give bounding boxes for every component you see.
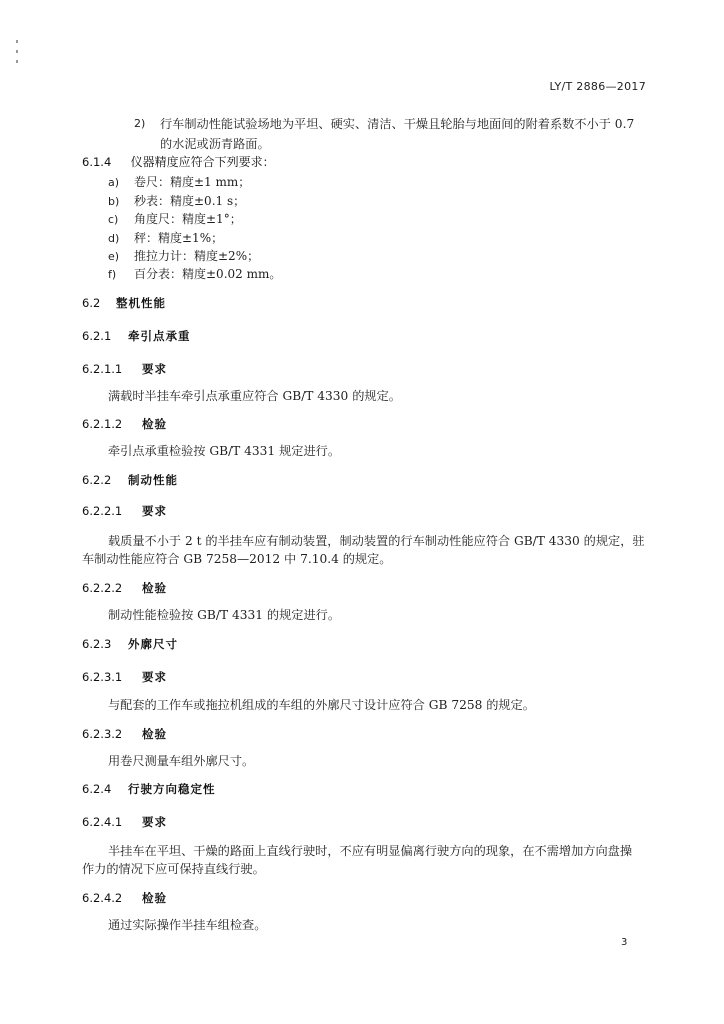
binding-mark xyxy=(16,50,18,53)
list-item xyxy=(108,193,245,210)
list-text: 秤：精度±1%； xyxy=(134,231,224,245)
list-item xyxy=(108,266,281,283)
page-number: 3 xyxy=(621,937,628,948)
paragraph: 与配套的工作车或拖拉机组成的车组的外廓尺寸设计应符合 GB 7258 的规定。 xyxy=(108,698,535,712)
section-title: 检验 xyxy=(142,727,167,741)
list-item xyxy=(108,230,223,247)
section-number: 6.2.1.2 xyxy=(82,417,123,431)
section-number: 6.2.1.1 xyxy=(82,362,123,376)
section-title: 外廓尺寸 xyxy=(128,637,178,651)
list-item-marker: 2) xyxy=(134,117,146,130)
section-number: 6.2.4.2 xyxy=(82,891,123,905)
section-title: 行驶方向稳定性 xyxy=(128,782,216,796)
section-number: 6.2.3 xyxy=(82,637,112,651)
paragraph: 牵引点承重检验按 GB/T 4331 规定进行。 xyxy=(108,444,341,458)
section-heading-6-2-4 xyxy=(82,781,216,797)
list-text: 卷尺：精度±1 mm； xyxy=(134,175,251,189)
list-item xyxy=(108,211,242,228)
section-title: 检验 xyxy=(142,581,167,595)
section-number: 6.2.3.2 xyxy=(82,727,123,741)
paragraph: 制动性能检验按 GB/T 4331 的规定进行。 xyxy=(108,608,341,622)
section-heading-6-2-3-2 xyxy=(82,726,167,742)
section-heading-6-2-1-2 xyxy=(82,416,167,432)
section-title: 检验 xyxy=(142,891,167,905)
intro-item-text-continued: 的水泥或沥青路面。 xyxy=(160,137,270,151)
binding-mark xyxy=(16,40,18,43)
section-title: 要求 xyxy=(142,362,167,376)
list-marker: b) xyxy=(108,195,120,208)
list-marker: a) xyxy=(108,176,120,189)
section-number: 6.2.2.1 xyxy=(82,504,123,518)
section-heading-6-2-2-1 xyxy=(82,503,167,519)
list-text: 秒表：精度±0.1 s； xyxy=(134,194,246,208)
section-heading-6-2-3-1 xyxy=(82,669,167,685)
list-marker: f) xyxy=(108,268,117,281)
section-heading-6-2-4-1 xyxy=(82,814,167,830)
paragraph: 半挂车在平坦、干燥的路面上直线行驶时，不应有明显偏离行驶方向的现象，在不需增加方向盘操 xyxy=(108,844,633,858)
section-title: 整机性能 xyxy=(116,296,166,310)
binding-mark xyxy=(16,60,18,63)
list-marker: c) xyxy=(108,213,119,226)
section-heading-6-2-1-1 xyxy=(82,361,167,377)
section-title: 制动性能 xyxy=(128,473,178,487)
list-item xyxy=(108,174,250,191)
paragraph: 载质量不小于 2 t 的半挂车应有制动装置，制动装置的行车制动性能应符合 GB/T 4330 的规定，驻 xyxy=(108,534,645,548)
paragraph: 满载时半挂车牵引点承重应符合 GB/T 4330 的规定。 xyxy=(108,389,401,403)
section-title: 要求 xyxy=(142,670,167,684)
paragraph-continued: 作力的情况下应可保持直线行驶。 xyxy=(82,862,265,876)
section-number: 6.2.1 xyxy=(82,329,112,343)
section-number: 6.2 xyxy=(82,296,101,310)
section-number: 6.2.2 xyxy=(82,473,112,487)
paragraph-continued: 车制动性能应符合 GB 7258—2012 中 7.10.4 的规定。 xyxy=(82,552,392,566)
clause-text: 仪器精度应符合下列要求： xyxy=(130,155,275,169)
list-text: 推拉力计：精度±2%； xyxy=(134,249,260,263)
document-code: LY/T 2886—2017 xyxy=(549,80,646,93)
list-text: 百分表：精度±0.02 mm。 xyxy=(134,267,282,281)
section-heading-6-2-2 xyxy=(82,472,178,488)
section-heading-6-2 xyxy=(82,295,166,311)
section-heading-6-2-1 xyxy=(82,328,191,344)
list-item xyxy=(108,248,259,265)
section-title: 检验 xyxy=(142,417,167,431)
list-marker: d) xyxy=(108,232,120,245)
section-number: 6.2.4.1 xyxy=(82,815,123,829)
section-title: 要求 xyxy=(142,504,167,518)
paragraph: 通过实际操作半挂车组检查。 xyxy=(108,918,267,932)
list-text: 角度尺：精度±1°； xyxy=(134,212,242,226)
section-number: 6.2.4 xyxy=(82,782,112,796)
section-title: 要求 xyxy=(142,815,167,829)
section-title: 牵引点承重 xyxy=(128,329,191,343)
section-number: 6.2.3.1 xyxy=(82,670,123,684)
clause-number: 6.1.4 xyxy=(82,155,112,169)
section-number: 6.2.2.2 xyxy=(82,581,123,595)
section-heading-6-2-2-2 xyxy=(82,580,167,596)
section-heading-6-2-4-2 xyxy=(82,890,167,906)
intro-item-text: 行车制动性能试验场地为平坦、硬实、清洁、干燥且轮胎与地面间的附着系数不小于 0.7 xyxy=(160,117,635,131)
paragraph: 用卷尺测量车组外廓尺寸。 xyxy=(108,754,255,768)
section-heading-6-2-3 xyxy=(82,636,178,652)
clause-6-1-4 xyxy=(82,154,275,170)
list-marker: e) xyxy=(108,250,120,263)
